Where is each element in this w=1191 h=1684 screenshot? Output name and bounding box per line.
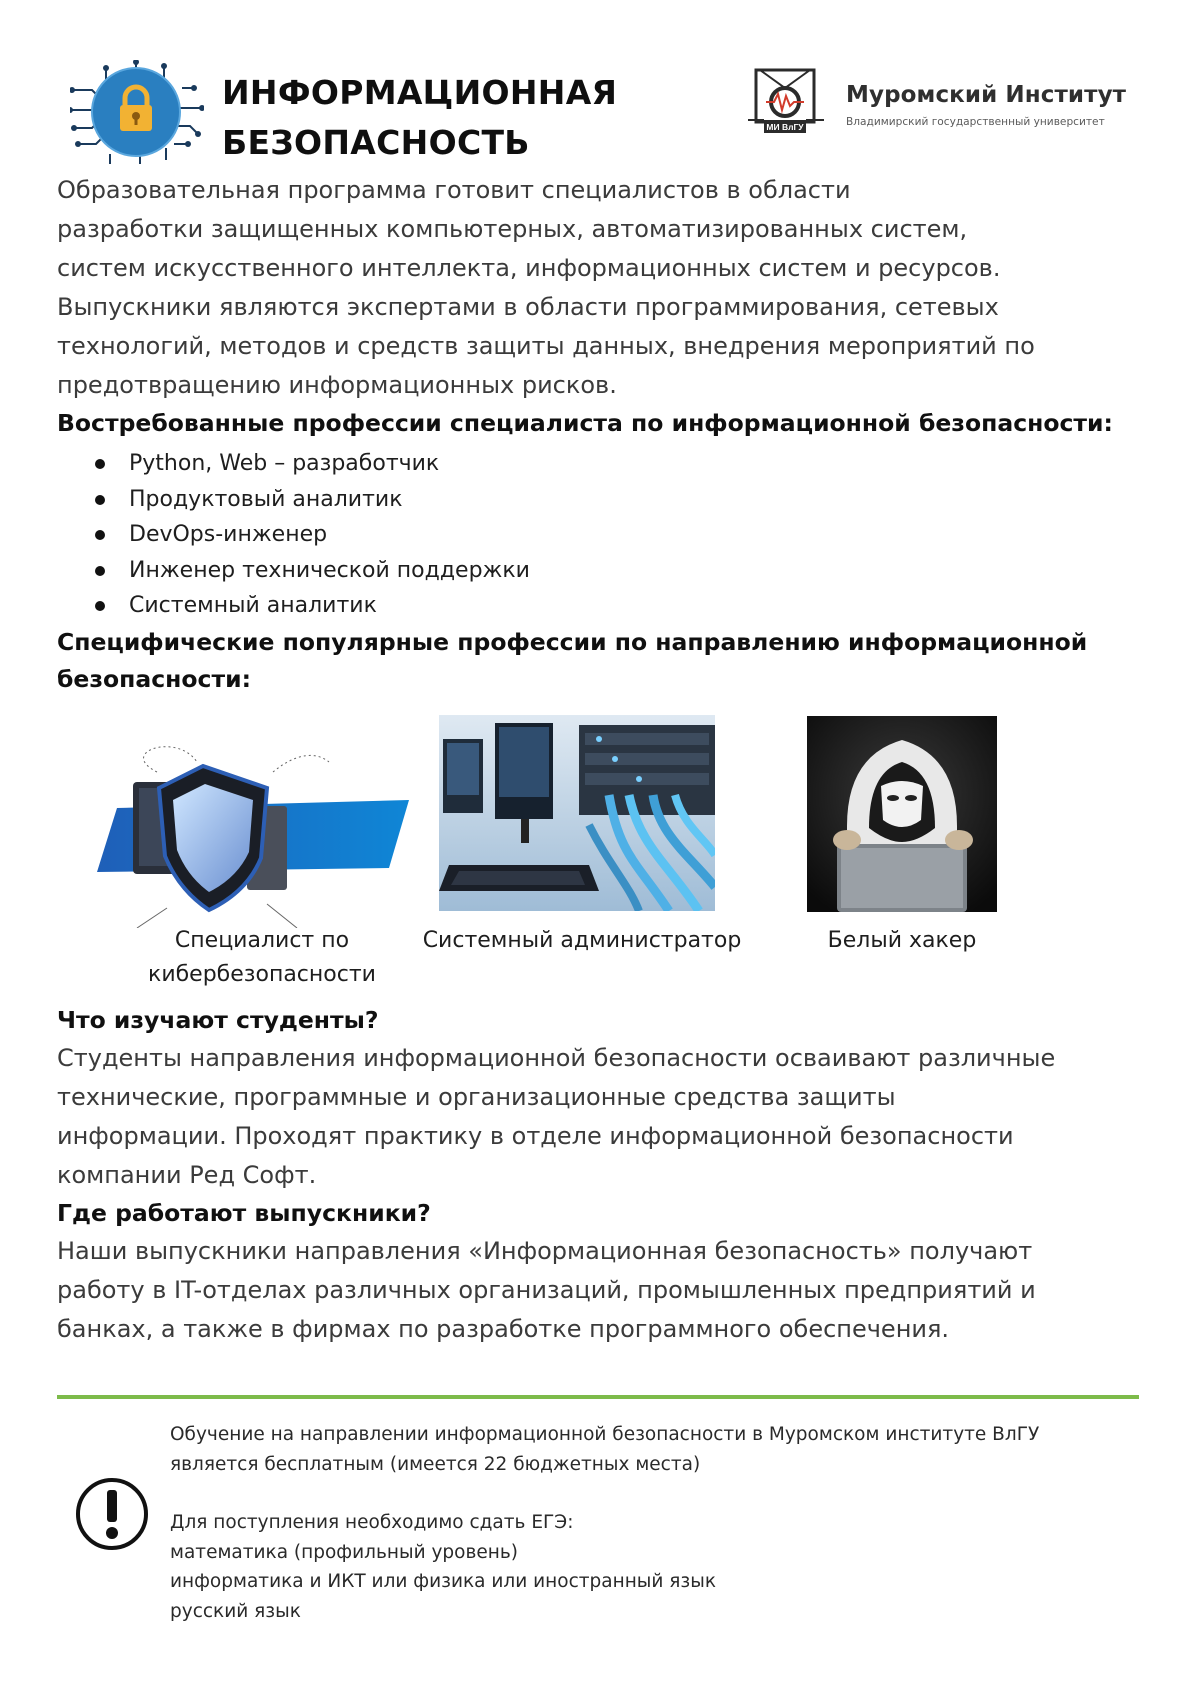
list-item-label: Системный аналитик (129, 593, 377, 618)
program-title (222, 68, 618, 168)
exam-item: математика (профильный уровень) (170, 1541, 518, 1563)
cybersecurity-specialist-caption (97, 924, 427, 992)
bullet-icon (95, 459, 105, 469)
intro-line: технологий, методов и средств защиты данных, внедрения мероприятий по (57, 332, 1035, 360)
intro-line: предотвращению информационных рисков. (57, 371, 617, 399)
work-line: работу в IT-отделах различных организаций, промышленных предприятий и (57, 1275, 1036, 1304)
intro-line: систем искусственного интеллекта, информационных систем и ресурсов. (57, 254, 1001, 282)
list-item (57, 588, 1147, 624)
emblem-caption: МИ ВлГУ (766, 122, 804, 132)
caption-line: Специалист по (174, 927, 350, 953)
institute-gear-emblem-icon (746, 64, 828, 140)
bullet-icon (95, 495, 105, 505)
list-item (57, 446, 1147, 482)
program-title-line-1: ИНФОРМАЦИОННАЯ (222, 73, 618, 112)
cybersecurity-specialist-card (97, 732, 409, 928)
exclamation-circle-icon (74, 1476, 150, 1552)
sysadmin-card (439, 715, 715, 911)
study-line: Студенты направления информационной безопасности осваивают различные (57, 1043, 1056, 1072)
intro-paragraph (57, 171, 1147, 405)
list-item (57, 517, 1147, 553)
study-line: компании Ред Софт. (57, 1160, 317, 1189)
study-line: технические, программные и организационные средства защиты (57, 1082, 896, 1111)
exam-item: русский язык (170, 1600, 301, 1622)
specific-professions-heading (57, 624, 1147, 698)
intro-line: Образовательная программа готовит специалистов в области (57, 176, 851, 204)
work-heading: Где работают выпускники? (57, 1198, 431, 1227)
intro-line: разработки защищенных компьютерных, автоматизированных систем, (57, 215, 968, 243)
study-line: информации. Проходят практику в отделе информационной безопасности (57, 1121, 1014, 1150)
specific-heading-line-1: Специфические популярные профессии по направлению информационной (57, 627, 1088, 656)
professions-heading: Востребованные профессии специалиста по информационной безопасности: (57, 409, 1113, 437)
exam-intro: Для поступления необходимо сдать ЕГЭ: (170, 1512, 574, 1533)
program-title-line-2: БЕЗОПАСНОСТЬ (222, 123, 530, 162)
work-line: Наши выпускники направления «Информационная безопасность» получают (57, 1236, 1033, 1265)
main-content (57, 171, 1147, 1349)
sysadmin-caption: Системный администратор (422, 927, 742, 953)
institute-logo (746, 64, 1136, 144)
bullet-icon (95, 601, 105, 611)
work-line: банках, а также в фирмах по разработке программного обеспечения. (57, 1314, 950, 1343)
footer-spacer (170, 1479, 1110, 1508)
server-workstation-icon (439, 715, 715, 911)
admission-note (70, 1420, 1130, 1640)
professions-list (57, 446, 1147, 624)
list-item (57, 482, 1147, 518)
study-paragraph (57, 1039, 1147, 1195)
list-item-label: DevOps-инженер (129, 522, 328, 547)
list-item (57, 553, 1147, 589)
work-paragraph (57, 1232, 1147, 1349)
study-heading: Что изучают студенты? (57, 1005, 379, 1034)
caption-line: кибербезопасности (148, 961, 376, 987)
hooded-hacker-icon (807, 716, 997, 912)
profession-pictures (57, 704, 1147, 1002)
header (66, 58, 1136, 166)
specific-heading-line-2: безопасности: (57, 664, 251, 693)
institute-name: Муромский Институт (846, 82, 1127, 108)
white-hacker-caption: Белый хакер (827, 927, 977, 953)
shield-monitor-icon (97, 732, 409, 928)
list-item-label: Python, Web – разработчик (129, 451, 440, 476)
admission-text (170, 1420, 1110, 1626)
green-divider (57, 1395, 1139, 1399)
free-education-line: является бесплатным (имеется 22 бюджетных места) (170, 1453, 701, 1475)
free-education-line: Обучение на направлении информационной безопасности в Муромском институте ВлГУ (170, 1424, 1040, 1445)
bullet-icon (95, 530, 105, 540)
intro-line: Выпускники являются экспертами в области программирования, сетевых (57, 293, 999, 321)
list-item-label: Инженер технической поддержки (129, 557, 530, 583)
bullet-icon (95, 566, 105, 576)
university-name: Владимирский государственный университет (846, 116, 1105, 128)
white-hacker-card (807, 716, 997, 912)
list-item-label: Продуктовый аналитик (129, 486, 403, 512)
exam-item: информатика и ИКТ или физика или иностранный язык (170, 1571, 717, 1592)
lock-circuit-icon (70, 60, 204, 164)
